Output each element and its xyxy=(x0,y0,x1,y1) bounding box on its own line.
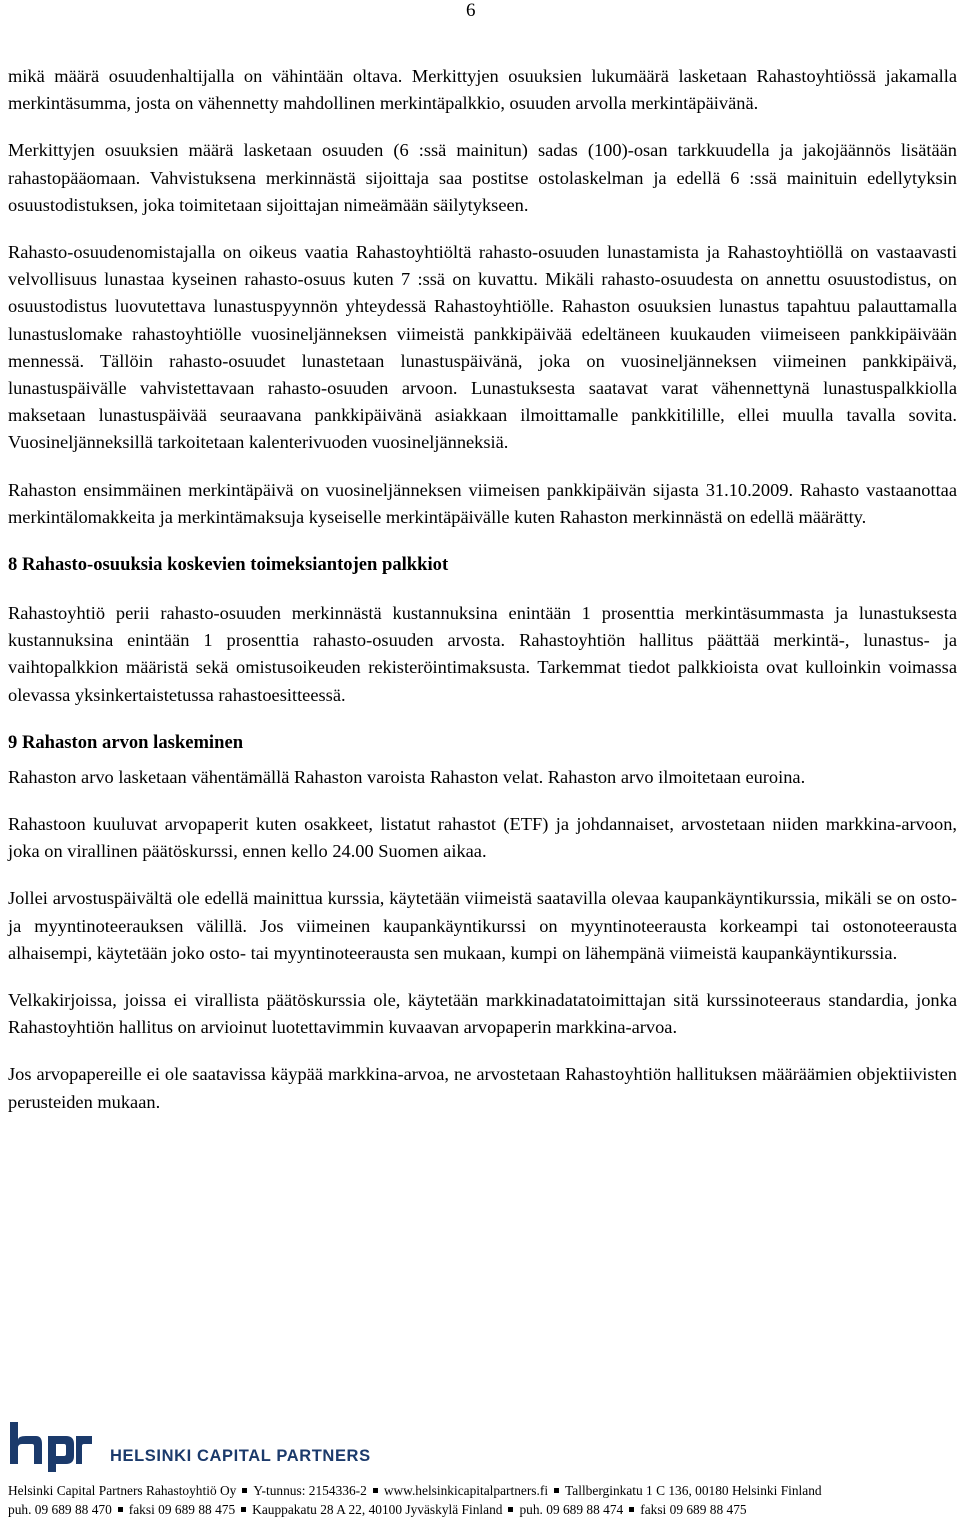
footer-fax-helsinki: faksi 09 689 88 475 xyxy=(128,1501,236,1517)
paragraph-subscription-rounding: Merkittyjen osuuksien määrä lasketaan osuuden (6 :ssä mainitun) sadas (100)-osan tarkkuudella ja jakojäännös lisätään rahastopääomaan. Vahvistuksena merkinnästä sijoittaja saa postitse ostolaskelman ja edellä 6 :ssä mainituin edellytyksin osuustodistuksen, joka toimitetaan sijoittajan nimeämään säilytykseen. xyxy=(8,140,957,215)
bullet-icon xyxy=(629,1507,634,1512)
section-9-heading: 9 Rahaston arvon laskeminen xyxy=(8,731,244,753)
paragraph-first-subscription-day: Rahaston ensimmäinen merkintäpäivä on vuosineljänneksen viimeisen pankkipäivän sijasta 31.10.2009. Rahasto vastaanottaa merkintälomakkeita ja merkintämaksuja kyseiselle merkintäpäivälle kuten Rahaston merkinnästä on edellä määrätty. xyxy=(8,479,957,527)
footer-fax-jyvaskyla: faksi 09 689 88 475 xyxy=(640,1501,747,1517)
paragraph-valuation-3: Jollei arvostuspäivältä ole edellä mainittua kurssia, käytetään viimeistä saatavilla olevaa kaupankäyntikurssia, mikäli se on osto- ja myyntinoteerauksen välillä. Jos viimeinen kaupankäyntikurssi on myyntinoteerausta korkeampi tai ostonoteerausta alhaisempi, käytetään joko osto- tai myyntinoteerausta sen mukaan, kumpi on lähempänä viimeistä kaupankäyntikurssia. xyxy=(8,888,957,963)
footer-line-1 xyxy=(8,1482,958,1501)
page-number: 6 xyxy=(466,0,476,21)
logo-text: HELSINKI CAPITAL PARTNERS xyxy=(110,1446,371,1465)
paragraph-fees: Rahastoyhtiö perii rahasto-osuuden merkinnästä kustannuksina enintään 1 prosenttia merkintäsummasta ja lunastuksesta kustannuksina enintään 1 prosenttia rahasto-osuuden arvosta. Rahastoyhtiön hallitus päättää merkintä-, lunastus- ja vaihtopalkkion määristä sekä omistusoikeuden rekisteröintimaksusta. Tarkemmat tiedot palkkioista ovat kulloinkin voimassa olevassa yksinkertaistetussa rahastoesitteessä. xyxy=(8,603,957,705)
bullet-icon xyxy=(554,1488,559,1493)
paragraph-valuation-2: Rahastoon kuuluvat arvopaperit kuten osakkeet, listatut rahastot (ETF) ja johdannaiset, arvostetaan niiden markkina-arvoon, joka on virallinen päätöskurssi, ennen kello 24.00 Suomen aikaa. xyxy=(8,814,957,862)
footer-company-name: Helsinki Capital Partners Rahastoyhtiö Oy xyxy=(8,1483,237,1498)
company-logo xyxy=(8,1420,958,1472)
footer-phone-jyvaskyla: puh. 09 689 88 474 xyxy=(519,1501,624,1517)
bullet-icon xyxy=(241,1507,246,1512)
paragraph-valuation-1: Rahaston arvo lasketaan vähentämällä Rahaston varoista Rahaston velat. Rahaston arvo ilmoitetaan euroina. xyxy=(8,766,806,787)
paragraph-valuation-5: Jos arvopapereille ei ole saatavissa käypää markkina-arvoa, ne arvostetaan Rahastoyhtiön hallituksen määräämien objektiivisten perusteiden mukaan. xyxy=(8,1064,957,1112)
bullet-icon xyxy=(373,1488,378,1493)
bullet-icon xyxy=(508,1507,513,1512)
bullet-icon xyxy=(242,1488,247,1493)
paragraph-subscription-count: mikä määrä osuudenhaltijalla on vähintään oltava. Merkittyjen osuuksien lukumäärä lasketaan Rahastoyhtiössä jakamalla merkintäsumma, josta on vähennetty mahdollinen merkintäpalkkio, osuuden arvolla merkintäpäivänä. xyxy=(8,66,957,114)
footer-line-2 xyxy=(8,1501,958,1520)
footer-address-jyvaskyla: Kauppakatu 28 A 22, 40100 Jyväskylä Finland xyxy=(252,1501,503,1517)
footer-business-id: Y-tunnus: 2154336-2 xyxy=(253,1483,367,1498)
footer-website-link[interactable]: www.helsinkicapitalpartners.fi xyxy=(383,1483,549,1498)
footer-address-helsinki: Tallberginkatu 1 C 136, 00180 Helsinki Finland xyxy=(565,1483,822,1498)
footer-phone-helsinki: puh. 09 689 88 470 xyxy=(8,1501,112,1517)
document-body xyxy=(8,63,957,1136)
paragraph-redemption: Rahasto-osuudenomistajalla on oikeus vaatia Rahastoyhtiöltä rahasto-osuuden lunastamista ja Rahastoyhtiöllä on vastaavasti velvollisuus lunastaa kyseinen rahasto-osuus kuten 7 :ssä on kuvattu. Mikäli rahasto-osuudesta on annettu osuustodistus, on osuustodistus luovutettava lunastuspyynnön yhteydessä Rahastoyhtiölle. Rahaston osuuksien lunastus tapahtuu palauttamalla lunastuslomake rahastoyhtiölle vuosineljänneksen viimeistä pankkipäivää edeltäneen kuukauden viimeiseen pankkipäivään mennessä. Tällöin rahasto-osuudet lunastetaan lunastuspäivänä, joka on vuosineljänneksen viimeinen pankkipäivä, lunastuspäivälle vahvistettavaan rahasto-osuuden arvoon. Lunastuksesta saatavat varat vähennettynä lunastuspalkkiolla maksetaan lunastuspäivää seuraavana pankkipäivänä asiakkaan ilmoittamalle pankkitilille, ellei muulla tavalla sovita. Vuosineljänneksillä tarkoitetaan kalenterivuoden vuosineljänneksiä. xyxy=(8,242,957,453)
hcp-logo-icon xyxy=(8,1420,94,1472)
footer-contact xyxy=(8,1482,958,1519)
bullet-icon xyxy=(118,1507,123,1512)
section-8-heading: 8 Rahasto-osuuksia koskevien toimeksiantojen palkkiot xyxy=(8,554,449,576)
paragraph-valuation-4: Velkakirjoissa, joissa ei virallista päätöskurssia ole, käytetään markkinadatatoimittajan sitä kurssinoteeraus standardia, jonka Rahastoyhtiön hallitus on arvioinut luotettavimmin kuvaavan arvopaperin markkina-arvoa. xyxy=(8,990,957,1038)
footer xyxy=(8,1420,958,1519)
